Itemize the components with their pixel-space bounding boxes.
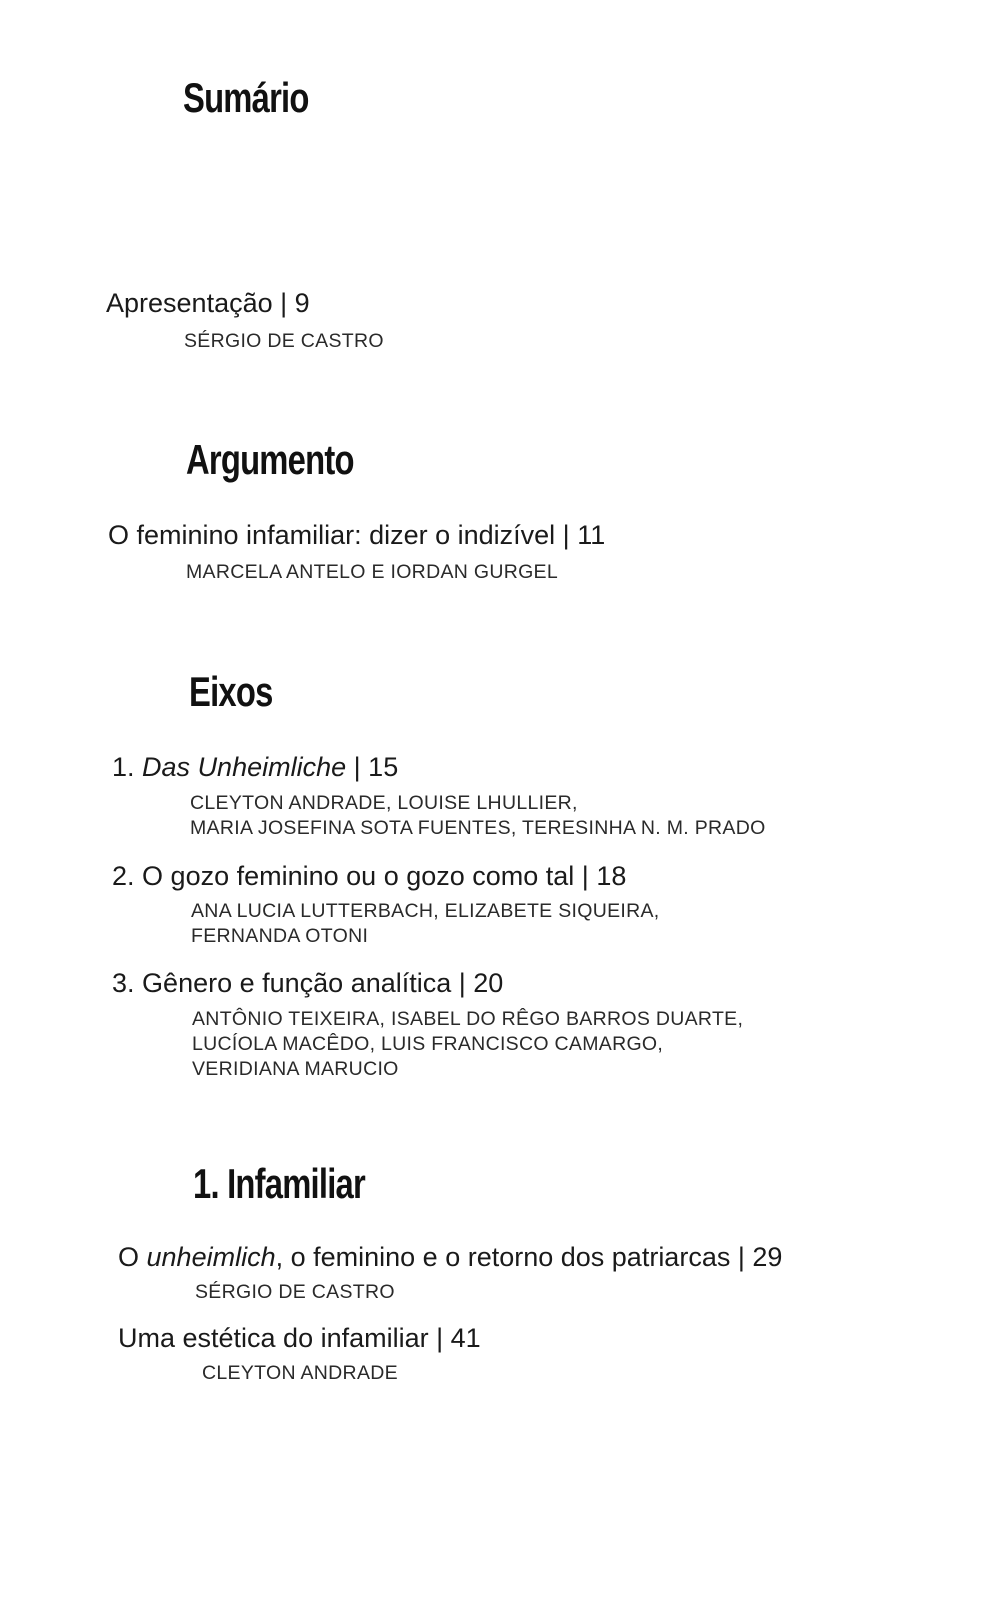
toc-heading: Sumário bbox=[183, 74, 309, 121]
author-line: CLEYTON ANDRADE bbox=[202, 1362, 398, 1384]
eixo-page: | 15 bbox=[353, 752, 399, 782]
eixo-1-title bbox=[112, 752, 398, 783]
eixo-title-italic: Das Unheimliche bbox=[142, 752, 347, 782]
eixo-title: O gozo feminino ou o gozo como tal | 18 bbox=[142, 861, 627, 891]
author-line: VERIDIANA MARUCIO bbox=[192, 1058, 399, 1080]
infamiliar-entry-2-title: Uma estética do infamiliar | 41 bbox=[118, 1323, 481, 1353]
argumento-authors bbox=[186, 560, 558, 585]
author-line: FERNANDA OTONI bbox=[191, 925, 369, 947]
eixos-heading: Eixos bbox=[189, 668, 273, 715]
eixo-number: 3. bbox=[112, 968, 135, 998]
infamiliar-entry-1-title bbox=[118, 1242, 782, 1273]
author-line: CLEYTON ANDRADE, LOUISE LHULLIER, bbox=[190, 792, 578, 814]
infamiliar-entry-1-authors bbox=[195, 1280, 395, 1305]
author-line: LUCÍOLA MACÊDO, LUIS FRANCISCO CAMARGO, bbox=[192, 1033, 664, 1055]
entry-italic: unheimlich bbox=[146, 1242, 276, 1272]
infamiliar-heading: 1. Infamiliar bbox=[193, 1160, 365, 1207]
author-line: SÉRGIO DE CASTRO bbox=[195, 1281, 395, 1303]
entry-prefix: O bbox=[118, 1242, 147, 1272]
eixo-3-title bbox=[112, 968, 503, 999]
eixo-number: 2. bbox=[112, 861, 135, 891]
author-line: MARIA JOSEFINA SOTA FUENTES, TERESINHA N. M. PRADO bbox=[190, 817, 766, 839]
eixo-2-title bbox=[112, 861, 626, 892]
eixo-2-authors bbox=[191, 899, 660, 949]
author-line: ANA LUCIA LUTTERBACH, ELIZABETE SIQUEIRA, bbox=[191, 900, 660, 922]
apresentacao-authors bbox=[184, 329, 384, 354]
entry-suffix: , o feminino e o retorno dos patriarcas | 29 bbox=[275, 1242, 783, 1272]
eixo-1-authors bbox=[190, 791, 766, 841]
author-line: ANTÔNIO TEIXEIRA, ISABEL DO RÊGO BARROS DUARTE, bbox=[192, 1008, 744, 1030]
eixo-title: Gênero e função analítica | 20 bbox=[142, 968, 504, 998]
author-line: MARCELA ANTELO E IORDAN GURGEL bbox=[186, 561, 559, 583]
eixo-3-authors bbox=[192, 1007, 743, 1082]
infamiliar-entry-2-authors bbox=[202, 1361, 398, 1386]
apresentacao-title: Apresentação | 9 bbox=[106, 288, 310, 318]
argumento-heading: Argumento bbox=[186, 436, 354, 483]
argumento-entry-title: O feminino infamiliar: dizer o indizível | 11 bbox=[108, 520, 606, 550]
author-line: SÉRGIO DE CASTRO bbox=[184, 330, 384, 352]
eixo-number: 1. bbox=[112, 752, 135, 782]
